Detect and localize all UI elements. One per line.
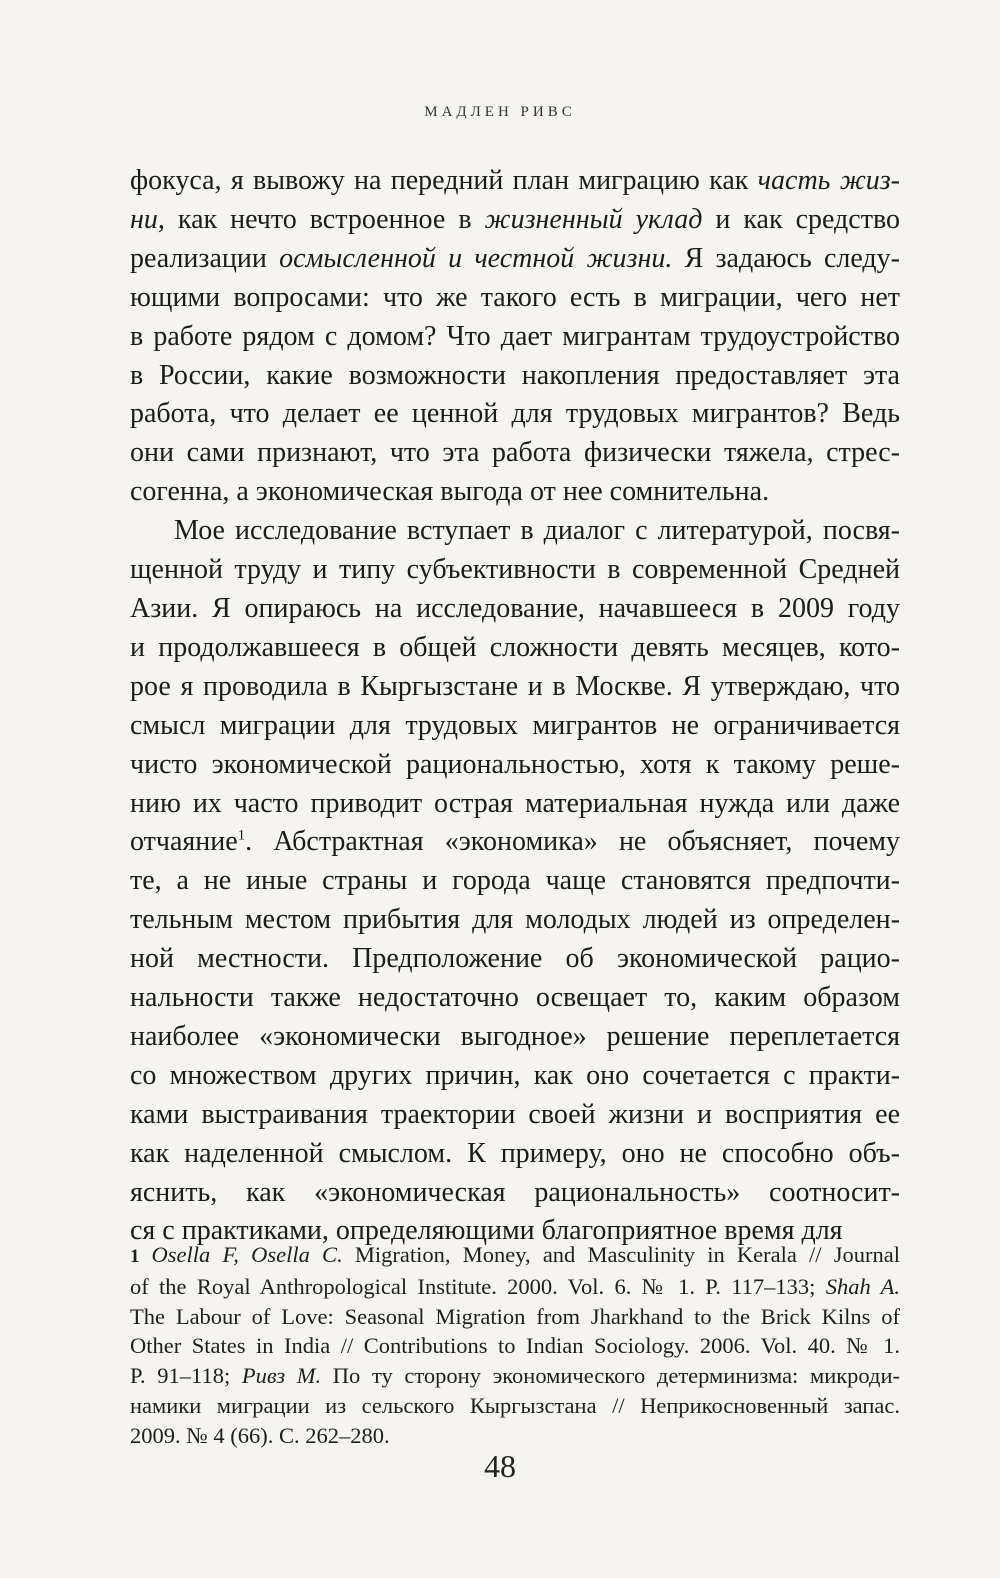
text-line: и продолжавшееся в общей сложности девять месяцев, кото- <box>130 631 900 663</box>
text-line: чисто экономической рациональностью, хотя к такому реше- <box>130 748 900 780</box>
footnote <box>130 1240 900 1451</box>
footnote-line: 1 Osella F, Osella C. Migration, Money, and Masculinity in Kerala // Journal <box>130 1242 900 1267</box>
text-line: фокуса, я вывожу на передний план миграцию как часть жиз- <box>130 165 900 196</box>
text-line: Азии. Я опираюсь на исследование, начавшееся в 2009 году <box>130 592 900 624</box>
footnote-line: намики миграции из сельского Кыргызстана // Неприкосновенный запас. <box>130 1392 900 1418</box>
main-text <box>130 162 900 1251</box>
text-line: ни, как нечто встроенное в жизненный уклад и как средство <box>130 203 900 235</box>
running-head: МАДЛЕН РИВС <box>424 104 576 120</box>
text-line: реализации осмысленной и честной жизни. Я задаюсь следу- <box>130 242 900 274</box>
text-line: те, а не иные страны и города чаще становятся предпочти- <box>130 865 900 897</box>
text-line: согенна, а экономическая выгода от нее сомнительна. <box>130 476 770 508</box>
footnote-number: 1 <box>130 1246 140 1267</box>
text-line: Мое исследование вступает в диалог с литературой, посвя- <box>174 515 900 547</box>
text-line: смысл миграции для трудовых мигрантов не ограничивается <box>130 709 900 741</box>
text-line: отчаяние$^1$. Абстрактная «экономика» не объясняет, почему <box>130 826 900 858</box>
text-line: в работе рядом с домом? Что дает мигрантам трудоустройство <box>130 320 900 352</box>
text-line: как наделенной смыслом. К примеру, оно не способно объ- <box>130 1137 900 1169</box>
text-line: щенной труду и типу субъективности в современной Средней <box>130 554 900 586</box>
footnote-line: Other States in India // Contributions to Indian Sociology. 2006. Vol. 40. № 1. <box>130 1333 900 1359</box>
text-line: рое я проводила в Кыргызстане и в Москве. Я утверждаю, что <box>130 670 900 702</box>
text-line: яснить, как «экономическая рациональность» соотносит- <box>130 1176 900 1208</box>
text-line: наиболее «экономически выгодное» решение переплетается <box>130 1020 900 1052</box>
text-line: они сами признают, что эта работа физически тяжела, стрес- <box>130 437 900 469</box>
text-line: со множеством других причин, как оно сочетается с практи- <box>130 1059 900 1091</box>
text-line: в России, какие возможности накопления предоставляет эта <box>130 359 900 391</box>
text-line: ной местности. Предположение об экономической рацио- <box>130 943 900 975</box>
paragraph <box>130 512 900 1251</box>
footnote-line: P. 91–118; Ривз М. По ту сторону экономического детерминизма: микроди- <box>130 1363 900 1389</box>
text-line: нальности также недостаточно освещает то, каким образом <box>130 982 900 1014</box>
footnote-line: The Labour of Love: Seasonal Migration from Jharkhand to the Brick Kilns of <box>130 1303 900 1329</box>
page-number: 48 <box>484 1448 516 1484</box>
footnote-line: of the Royal Anthropological Institute. 2000. Vol. 6. № 1. P. 117–133; Shah A. <box>130 1273 900 1299</box>
text-line: ся с практиками, определяющими благоприятное время для <box>130 1215 843 1247</box>
paragraph <box>130 162 900 512</box>
text-line: работа, что делает ее ценной для трудовых мигрантов? Ведь <box>130 398 900 430</box>
text-line: тельным местом прибытия для молодых людей из определен- <box>130 904 900 936</box>
text-line: ющими вопросами: что же такого есть в миграции, чего нет <box>130 281 900 313</box>
text-line: нию их часто приводит острая материальная нужда или даже <box>130 787 900 819</box>
text-line: ками выстраивания траектории своей жизни и восприятия ее <box>130 1098 900 1130</box>
footnote-line: 2009. № 4 (66). С. 262–280. <box>130 1422 390 1448</box>
